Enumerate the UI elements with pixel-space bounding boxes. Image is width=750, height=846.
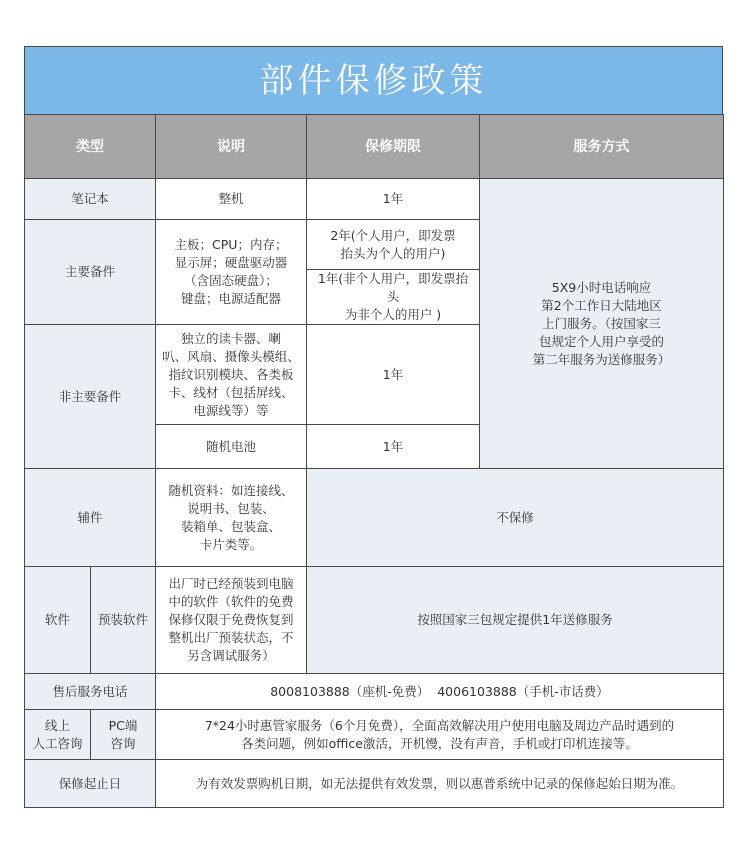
start-date-value: 为有效发票购机日期，如无法提供有效发票，则以惠普系统中记录的保修起始日期为准。 <box>156 760 724 808</box>
header-service: 服务方式 <box>480 115 724 179</box>
service-method: 5X9小时电话响应 第2个工作日大陆地区 上门服务。（按国家三 包规定个人用户享受的 第二年服务为送修服务） <box>480 179 724 469</box>
non-main-parts-period: 1年 <box>307 325 480 425</box>
start-date-label: 保修起止日 <box>25 760 156 808</box>
accessories-type: 辅件 <box>25 469 156 567</box>
online-sublabel: PC端 咨询 <box>91 710 156 760</box>
software-subtype: 预装软件 <box>91 567 156 674</box>
non-main-parts-desc: 独立的读卡器、喇 叭、风扇、摄像头模组、 指纹识别模块、各类板 卡、线材（包括屏线、 电源线等）等 <box>156 325 307 425</box>
main-parts-period-nonpersonal: 1年(非个人用户，即发票抬头 为非个人的用户 ) <box>307 270 480 325</box>
main-parts-desc: 主板；CPU；内存； 显示屏；硬盘驱动器 （含固态硬盘）； 键盘；电源适配器 <box>156 220 307 325</box>
main-parts-period-personal: 2年(个人用户，即发票 抬头为个人的用户) <box>307 220 480 270</box>
warranty-policy-panel <box>24 46 723 808</box>
hotline-value: 8008103888（座机-免费） 4006103888（手机-市话费） <box>156 674 724 710</box>
table-row-software <box>25 567 724 674</box>
header-desc: 说明 <box>156 115 307 179</box>
table-row-start-date <box>25 760 724 808</box>
header-type: 类型 <box>25 115 156 179</box>
page-title: 部件保修政策 <box>24 46 723 114</box>
main-parts-type: 主要备件 <box>25 220 156 325</box>
table-row-notebook <box>25 179 724 220</box>
hotline-label: 售后服务电话 <box>25 674 156 710</box>
table-row-online <box>25 710 724 760</box>
online-value: 7*24小时惠管家服务（6个月免费），全面高效解决用户使用电脑及周边产品时遇到的 各类问题，例如office激活，开机慢，没有声音，手机或打印机连接等。 <box>156 710 724 760</box>
warranty-table <box>24 114 724 808</box>
table-row-accessories <box>25 469 724 567</box>
table-row-hotline <box>25 674 724 710</box>
accessories-policy: 不保修 <box>307 469 724 567</box>
software-type: 软件 <box>25 567 91 674</box>
table-header-row <box>25 115 724 179</box>
battery-period: 1年 <box>307 425 480 469</box>
accessories-desc: 随机资料：如连接线、 说明书、包装、 装箱单、包装盒、 卡片类等。 <box>156 469 307 567</box>
software-desc: 出厂时已经预装到电脑 中的软件（软件的免费 保修仅限于免费恢复到 整机出厂预装状态，不 另含调试服务） <box>156 567 307 674</box>
notebook-period: 1年 <box>307 179 480 220</box>
online-label: 线上 人工咨询 <box>25 710 91 760</box>
header-period: 保修期限 <box>307 115 480 179</box>
software-policy: 按照国家三包规定提供1年送修服务 <box>307 567 724 674</box>
non-main-parts-type: 非主要备件 <box>25 325 156 469</box>
battery-desc: 随机电池 <box>156 425 307 469</box>
notebook-desc: 整机 <box>156 179 307 220</box>
notebook-type: 笔记本 <box>25 179 156 220</box>
